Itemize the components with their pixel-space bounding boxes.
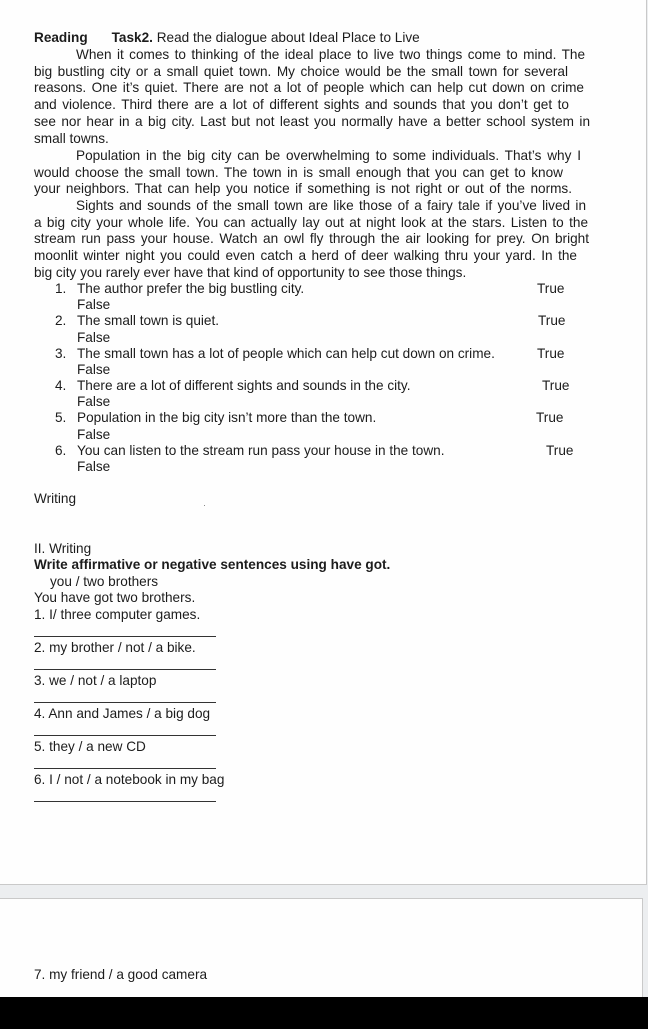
p3-line-5: big city you rarely ever have that kind of opportunity to see those things. — [34, 265, 467, 280]
question-3-false-option[interactable]: False — [77, 362, 111, 377]
answer-line-5[interactable] — [34, 768, 216, 769]
worksheet-page-2 — [0, 898, 643, 1009]
writing-item-7: 7. my friend / a good camera — [34, 967, 208, 982]
question-4-false-option[interactable]: False — [77, 394, 111, 409]
answer-line-6[interactable] — [34, 801, 216, 802]
p1-line-4: and violence. Third there are a lot of different sights and sounds that you don’t get to — [34, 97, 569, 112]
question-4-text: There are a lot of different sights and sounds in the city. — [77, 378, 411, 393]
bottom-black-bar — [0, 997, 648, 1029]
question-5-true-option[interactable]: True — [536, 410, 564, 425]
writing-item-5: 5. they / a new CD — [34, 739, 146, 754]
example-prompt: you / two brothers — [50, 574, 159, 589]
p3-line-1: Sights and sounds of the small town are like those of a fairy tale if you’ve lived in — [76, 198, 586, 213]
question-3-true-option[interactable]: True — [537, 346, 565, 361]
answer-line-4[interactable] — [34, 735, 216, 736]
question-1-text: The author prefer the big bustling city. — [77, 281, 305, 296]
writing-label: Writing — [34, 491, 77, 506]
stray-dot — [204, 505, 205, 506]
p2-line-1: Population in the big city can be overwhelming to some individuals. That’s why I — [76, 148, 581, 163]
question-5-text: Population in the big city isn’t more than the town. — [77, 410, 377, 425]
question-3-number: 3. — [55, 346, 67, 361]
p3-line-2: a big city your whole life. You can actually lay out at night look at the stars. Listen to the — [34, 215, 588, 230]
answer-line-1[interactable] — [34, 636, 216, 637]
p1-line-6: small towns. — [34, 131, 109, 146]
question-2-number: 2. — [55, 313, 67, 328]
p2-line-2: would choose the small town. The town in is small enough that you can get to know — [34, 165, 563, 180]
p1-line-1: When it comes to thinking of the ideal place to live two things come to mind. The — [76, 47, 585, 62]
answer-line-3[interactable] — [34, 702, 216, 703]
question-1-true-option[interactable]: True — [537, 281, 565, 296]
writing-item-1: 1. I/ three computer games. — [34, 607, 201, 622]
question-2-true-option[interactable]: True — [538, 313, 566, 328]
task-text: Read the dialogue about Ideal Place to Live — [156, 30, 420, 45]
question-1-false-option[interactable]: False — [77, 297, 111, 312]
question-6-number: 6. — [55, 443, 67, 458]
writing-item-6: 6. I / not / a notebook in my bag — [34, 772, 225, 787]
p3-line-4: moonlit winter night you could even catch a herd of deer walking thru your yard. In the — [34, 248, 577, 263]
question-6-false-option[interactable]: False — [77, 459, 111, 474]
writing-item-4: 4. Ann and James / a big dog — [34, 706, 211, 721]
question-4-true-option[interactable]: True — [542, 378, 570, 393]
question-2-text: The small town is quiet. — [77, 313, 220, 328]
question-4-number: 4. — [55, 378, 67, 393]
p1-line-3: reasons. One it’s quiet. There are not a lot of people which can help cut down on crime — [34, 80, 584, 95]
question-2-false-option[interactable]: False — [77, 330, 111, 345]
question-6-true-option[interactable]: True — [546, 443, 574, 458]
question-3-text: The small town has a lot of people which can help cut down on crime. — [77, 346, 495, 361]
question-5-number: 5. — [55, 410, 67, 425]
question-5-false-option[interactable]: False — [77, 427, 111, 442]
writing-item-2: 2. my brother / not / a bike. — [34, 640, 196, 655]
answer-line-2[interactable] — [34, 669, 216, 670]
question-1-number: 1. — [55, 281, 67, 296]
p1-line-5: see nor hear in a big city. Last but not least you normally have a better school system in — [34, 114, 590, 129]
writing-instruction: Write affirmative or negative sentences using have got. — [34, 557, 391, 572]
writing-item-3: 3. we / not / a laptop — [34, 673, 157, 688]
question-6-text: You can listen to the stream run pass your house in the town. — [77, 443, 445, 458]
p3-line-3: stream run pass your house. Watch an owl fly through the air looking for prey. On bright — [34, 231, 589, 246]
p2-line-3: your neighbors. That can help you notice if something is not right or out of the norms. — [34, 181, 572, 196]
p1-line-2: big bustling city or a small quiet town. My choice would be the small town for several — [34, 64, 568, 79]
reading-heading — [34, 30, 420, 46]
example-answer: You have got two brothers. — [34, 590, 196, 605]
reading-label: Reading — [34, 30, 88, 45]
writing-section-title: II. Writing — [34, 541, 92, 556]
task-label: Task2. — [111, 30, 153, 45]
